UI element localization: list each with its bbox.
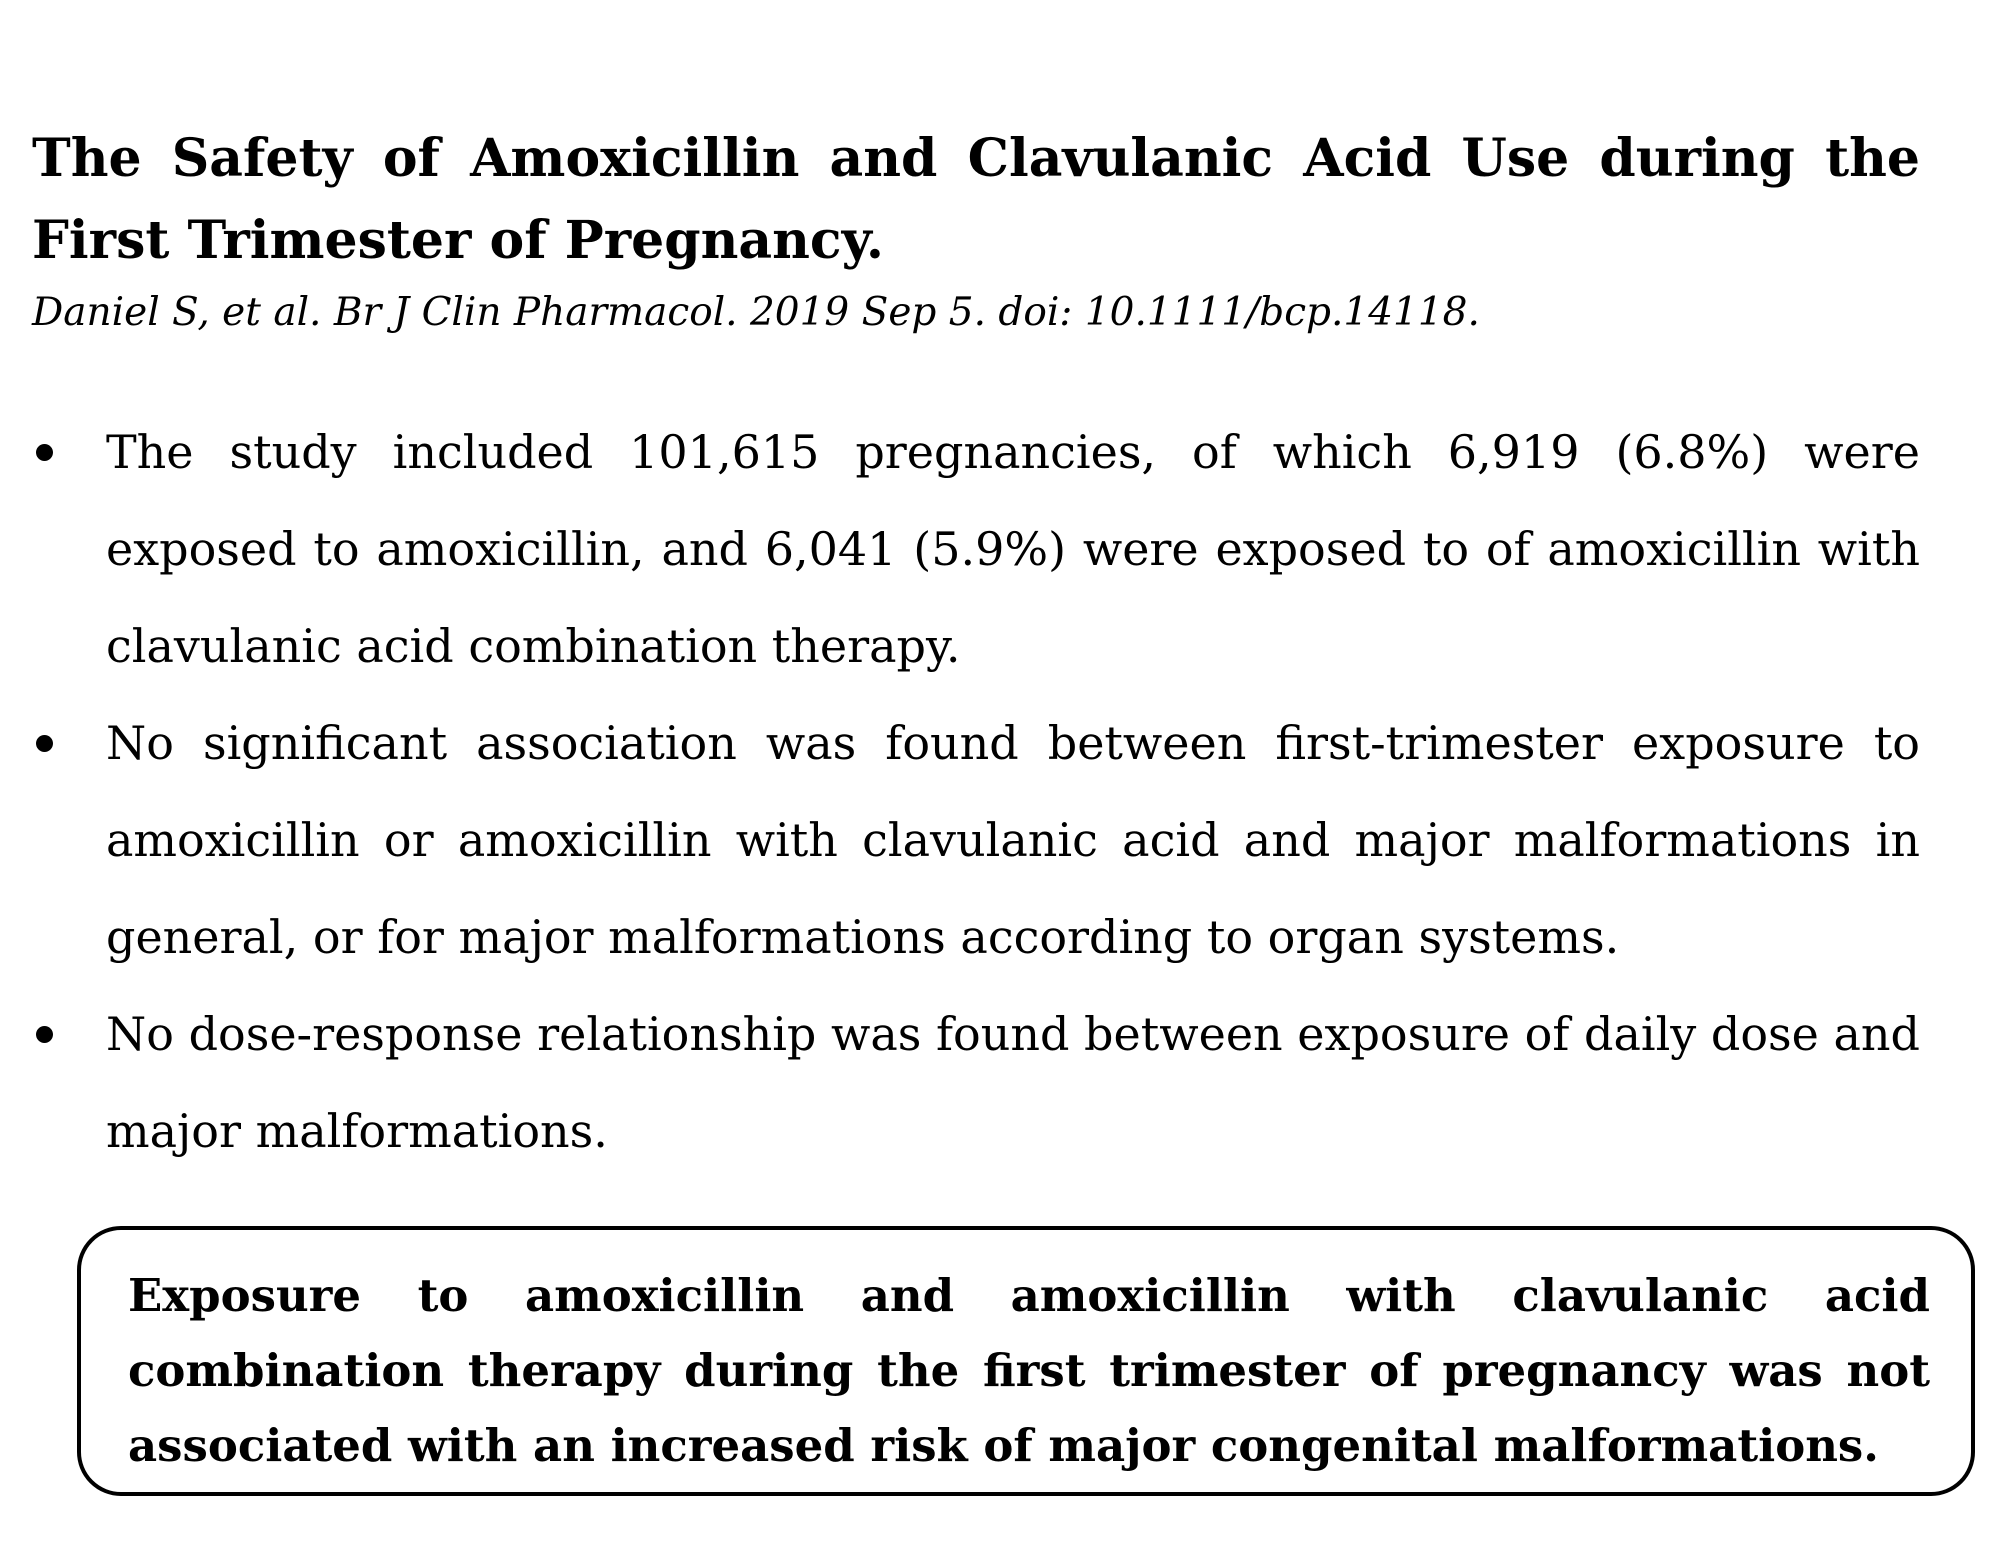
finding-text: No dose-response relationship was found between exposure of daily dose and major malformations. bbox=[106, 1007, 1920, 1158]
finding-text: No significant association was found between first-trimester exposure to amoxicillin or amoxicillin with clavulanic acid and major malformations in general, or for major malformations according to organ systems. bbox=[106, 716, 1920, 964]
bullet-icon bbox=[36, 444, 53, 461]
article-title: The Safety of Amoxicillin and Clavulanic Acid Use during the First Trimester of Pregnancy. bbox=[32, 128, 1920, 271]
finding-item-1 bbox=[32, 404, 1920, 695]
bullet-icon bbox=[36, 1026, 53, 1043]
article-citation: Daniel S, et al. Br J Clin Pharmacol. 2019 Sep 5. doi: 10.1111/bcp.14118. bbox=[32, 290, 1480, 335]
bullet-icon bbox=[36, 735, 53, 752]
key-findings-list bbox=[32, 404, 1920, 1180]
conclusion-box bbox=[77, 1226, 1975, 1496]
conclusion-text: Exposure to amoxicillin and amoxicillin with clavulanic acid combination therapy during the first trimester of pregnancy was not associated with an increased risk of major congenital malformations. bbox=[128, 1269, 1930, 1472]
finding-item-2 bbox=[32, 695, 1920, 986]
finding-item-3 bbox=[32, 986, 1920, 1180]
finding-text: The study included 101,615 pregnancies, of which 6,919 (6.8%) were exposed to amoxicillin, and 6,041 (5.9%) were exposed to of amoxicillin with clavulanic acid combination therapy. bbox=[106, 425, 1920, 673]
